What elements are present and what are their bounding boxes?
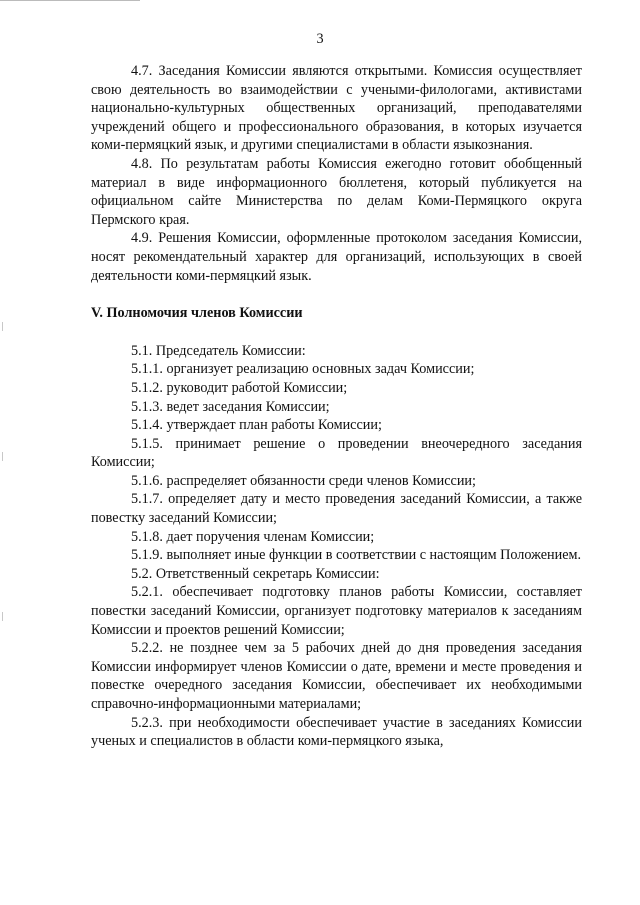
paragraph-5-2: 5.2. Ответственный секретарь Комиссии:: [131, 565, 380, 582]
paragraph-5-1-6: 5.1.6. распределяет обязанности среди членов Комиссии;: [131, 472, 476, 489]
paragraph-5-2-3: 5.2.3. при необходимости обеспечивает участие в заседаниях Комиссии ученых и специалистов в области коми-пермяцкого языка,: [91, 714, 582, 750]
scan-edge-line: [0, 0, 140, 1]
section-heading: V. Полномочия членов Комиссии: [91, 305, 303, 322]
scan-artifact: [2, 452, 3, 461]
paragraph-5-1-5: 5.1.5. принимает решение о проведении внеочередного заседания Комиссии;: [91, 435, 582, 471]
paragraph-4-9: 4.9. Решения Комиссии, оформленные протоколом заседания Комиссии, носят рекомендательный характер для организаций, использующих в своей деятельности коми-пермяцкий язык.: [91, 230, 582, 284]
paragraph-5-1-2: 5.1.2. руководит работой Комиссии;: [131, 379, 348, 396]
paragraph-5-1-8: 5.1.8. дает поручения членам Комиссии;: [131, 528, 375, 545]
page-number: 3: [316, 31, 324, 47]
paragraph-4-8: 4.8. По результатам работы Комиссия ежегодно готовит обобщенный материал в виде информационного бюллетеня, который публикуется на официальном сайте Министерства по делам Коми-Пермяцкого округа Пермского края.: [91, 155, 582, 228]
paragraph-5-2-1: 5.2.1. обеспечивает подготовку планов работы Комиссии, составляет повестки заседаний Комиссии, организует подготовку материалов к заседаниям Комиссии и проектов решений Комиссии;: [91, 584, 582, 638]
document-body: [91, 62, 582, 751]
paragraph-5-1-9: 5.1.9. выполняет иные функции в соответствии с настоящим Положением.: [131, 547, 582, 564]
paragraph-5-1-7: 5.1.7. определяет дату и место проведения заседаний Комиссии, а также повестку заседаний Комиссии;: [91, 491, 582, 527]
paragraph-5-1-4: 5.1.4. утверждает план работы Комиссии;: [131, 417, 382, 434]
paragraph-5-1-3: 5.1.3. ведет заседания Комиссии;: [131, 398, 330, 415]
scan-artifact: [2, 322, 3, 331]
paragraph-5-2-2: 5.2.2. не позднее чем за 5 рабочих дней до дня проведения заседания Комиссии информирует членов Комиссии о дате, времени и месте проведения и повестке очередного заседания Комиссии, обеспечивает их необходимыми справочно-информационными материалами;: [91, 640, 582, 712]
paragraph-5-1: 5.1. Председатель Комиссии:: [131, 342, 306, 359]
scan-artifact: [2, 612, 3, 621]
paragraph-5-1-1: 5.1.1. организует реализацию основных задач Комиссии;: [131, 361, 475, 378]
paragraph-4-7: 4.7. Заседания Комиссии являются открытыми. Комиссия осуществляет свою деятельность во взаимодействии с учеными-филологами, активистами национально-культурных общественных организаций, преподавателями учреждений общего и профессионального образования, в которых изучается коми-пермяцкий язык, и другими специалистами в области языкознания.: [91, 63, 582, 154]
